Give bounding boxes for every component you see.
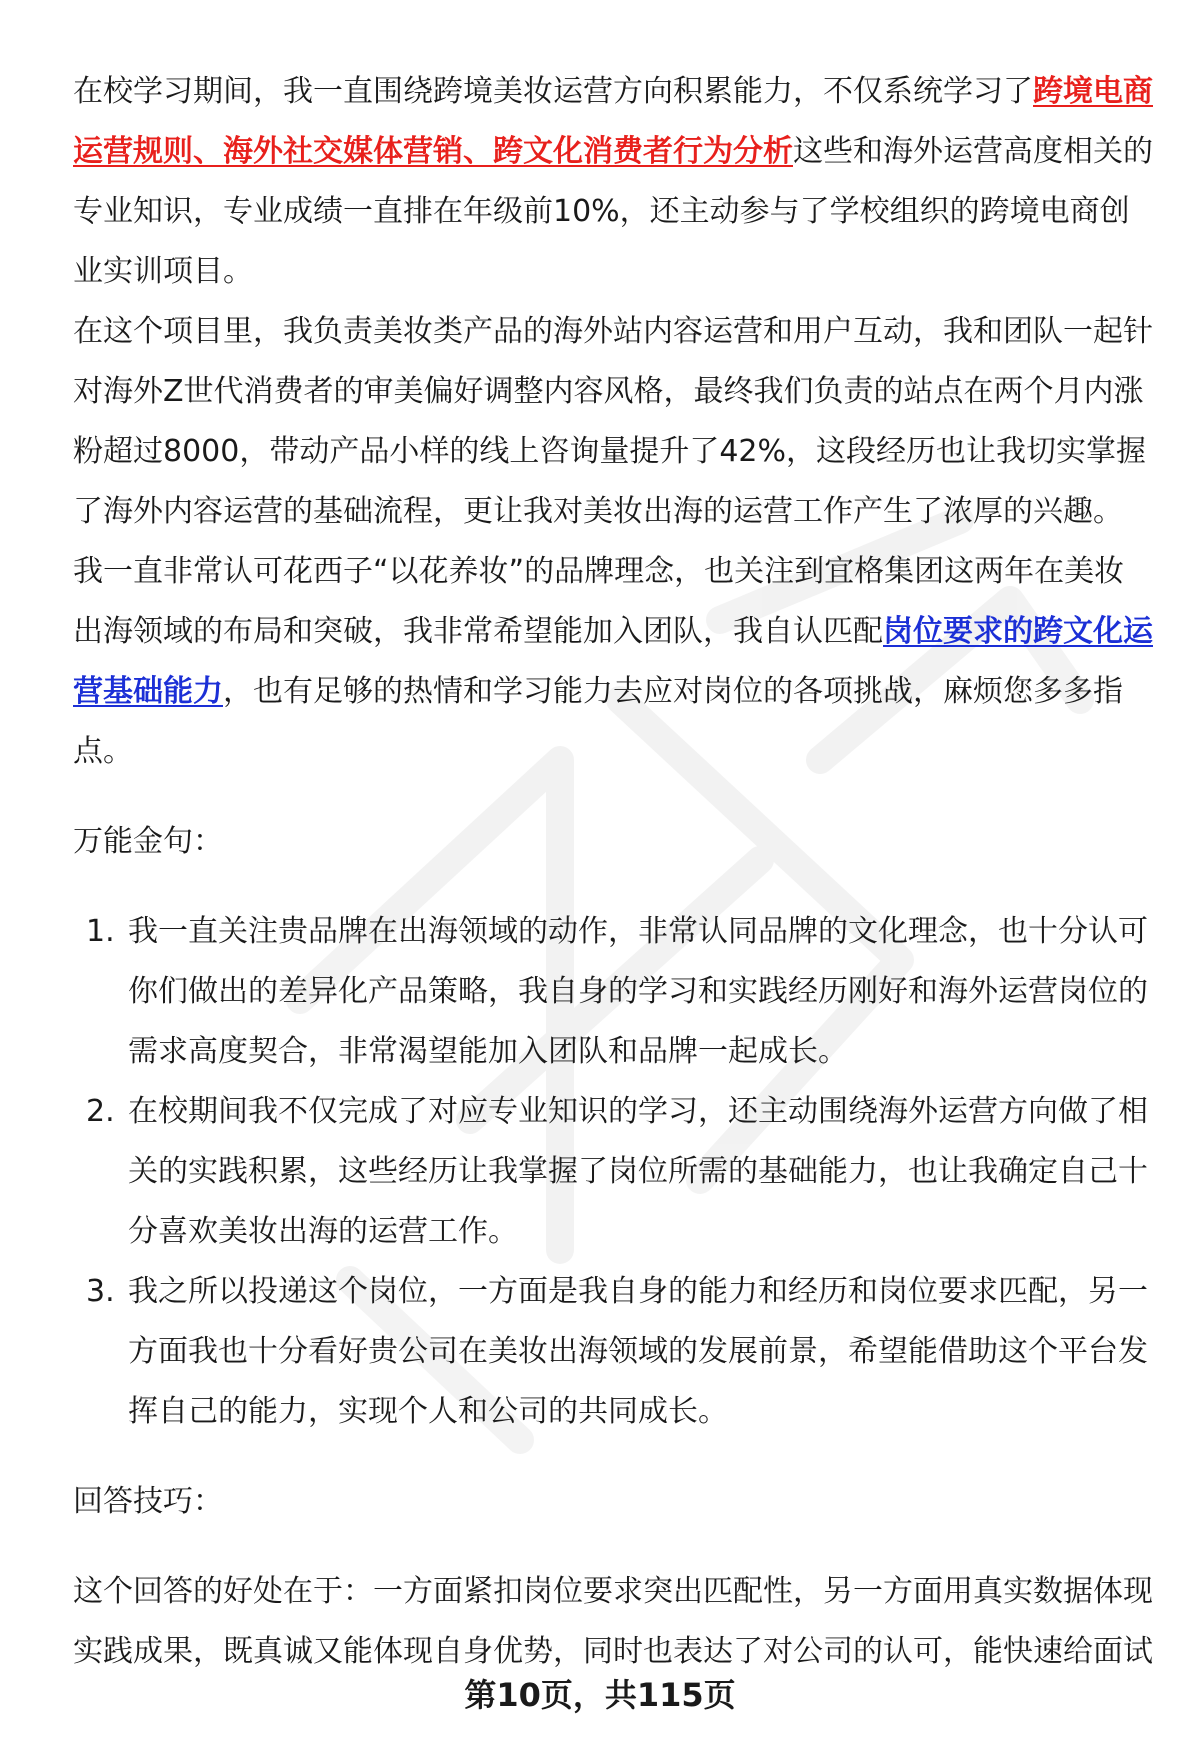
- golden-sentences-heading: 万能金句：: [73, 824, 223, 859]
- golden-sentences-list: [73, 902, 1153, 1442]
- answer-tips-heading: 回答技巧：: [73, 1484, 223, 1519]
- intro-paragraph-2: 在这个项目里，我负责美妆类产品的海外站内容运营和用户互动，我和团队一起针对海外Z世代消费者的审美偏好调整内容风格，最终我们负责的站点在两个月内涨粉超过8000，带动产品小样的线上咨询量提升了42%，这段经历也让我切实掌握了海外内容运营的基础流程，更让我对美妆出海的运营工作产生了浓厚的兴趣。: [73, 314, 1153, 529]
- intro-paragraph-3: [73, 542, 1153, 782]
- list-item-number: 1.: [86, 914, 115, 949]
- list-item: [73, 902, 1153, 1082]
- list-item-number: 3.: [86, 1274, 115, 1309]
- list-item-text: 在校期间我不仅完成了对应专业知识的学习，还主动围绕海外运营方向做了相关的实践积累，这些经历让我掌握了岗位所需的基础能力，也让我确定自己十分喜欢美妆出海的运营工作。: [128, 1094, 1148, 1249]
- answer-tips-text: 这个回答的好处在于：一方面紧扣岗位要求突出匹配性，另一方面用真实数据体现实践成果，既真诚又能体现自身优势，同时也表达了对公司的认可，能快速给面试: [73, 1574, 1153, 1669]
- list-item: [73, 1262, 1153, 1442]
- intro-paragraph-1-tail: 这些和海外运营高度相关的专业知识，专业成绩一直排在年级前10%，还主动参与了学校组织的跨境电商创业实训项目。: [73, 134, 1153, 289]
- list-item-text: 我之所以投递这个岗位，一方面是我自身的能力和经历和岗位要求匹配，另一方面我也十分看好贵公司在美妆出海领域的发展前景，希望能借助这个平台发挥自己的能力，实现个人和公司的共同成长。: [128, 1274, 1148, 1429]
- list-item-text: 我一直关注贵品牌在出海领域的动作，非常认同品牌的文化理念，也十分认可你们做出的差异化产品策略，我自身的学习和实践经历刚好和海外运营岗位的需求高度契合，非常渴望能加入团队和品牌一起成长。: [128, 914, 1148, 1069]
- intro-paragraph-1: [73, 62, 1153, 302]
- intro-paragraph-3-text: 我一直非常认可花西子“以花养妆”的品牌理念，也关注到宜格集团这两年在美妆出海领域的布局和突破，我非常希望能加入团队，我自认匹配: [73, 554, 1125, 649]
- highlight-skills: 跨境电商运营规则、海外社交媒体营销、跨文化消费者行为分析: [73, 74, 1153, 169]
- page-number: 第10页，共115页: [464, 1676, 736, 1714]
- list-item: [73, 1082, 1153, 1262]
- document-body: [73, 62, 1153, 1682]
- intro-paragraph-1-text: 在校学习期间，我一直围绕跨境美妆运营方向积累能力，不仅系统学习了: [73, 74, 1033, 109]
- highlight-abilities: 岗位要求的跨文化运营基础能力: [73, 614, 1153, 709]
- list-item-number: 2.: [86, 1094, 115, 1129]
- intro-paragraph-3-tail: ，也有足够的热情和学习能力去应对岗位的各项挑战，麻烦您多多指点。: [73, 674, 1123, 769]
